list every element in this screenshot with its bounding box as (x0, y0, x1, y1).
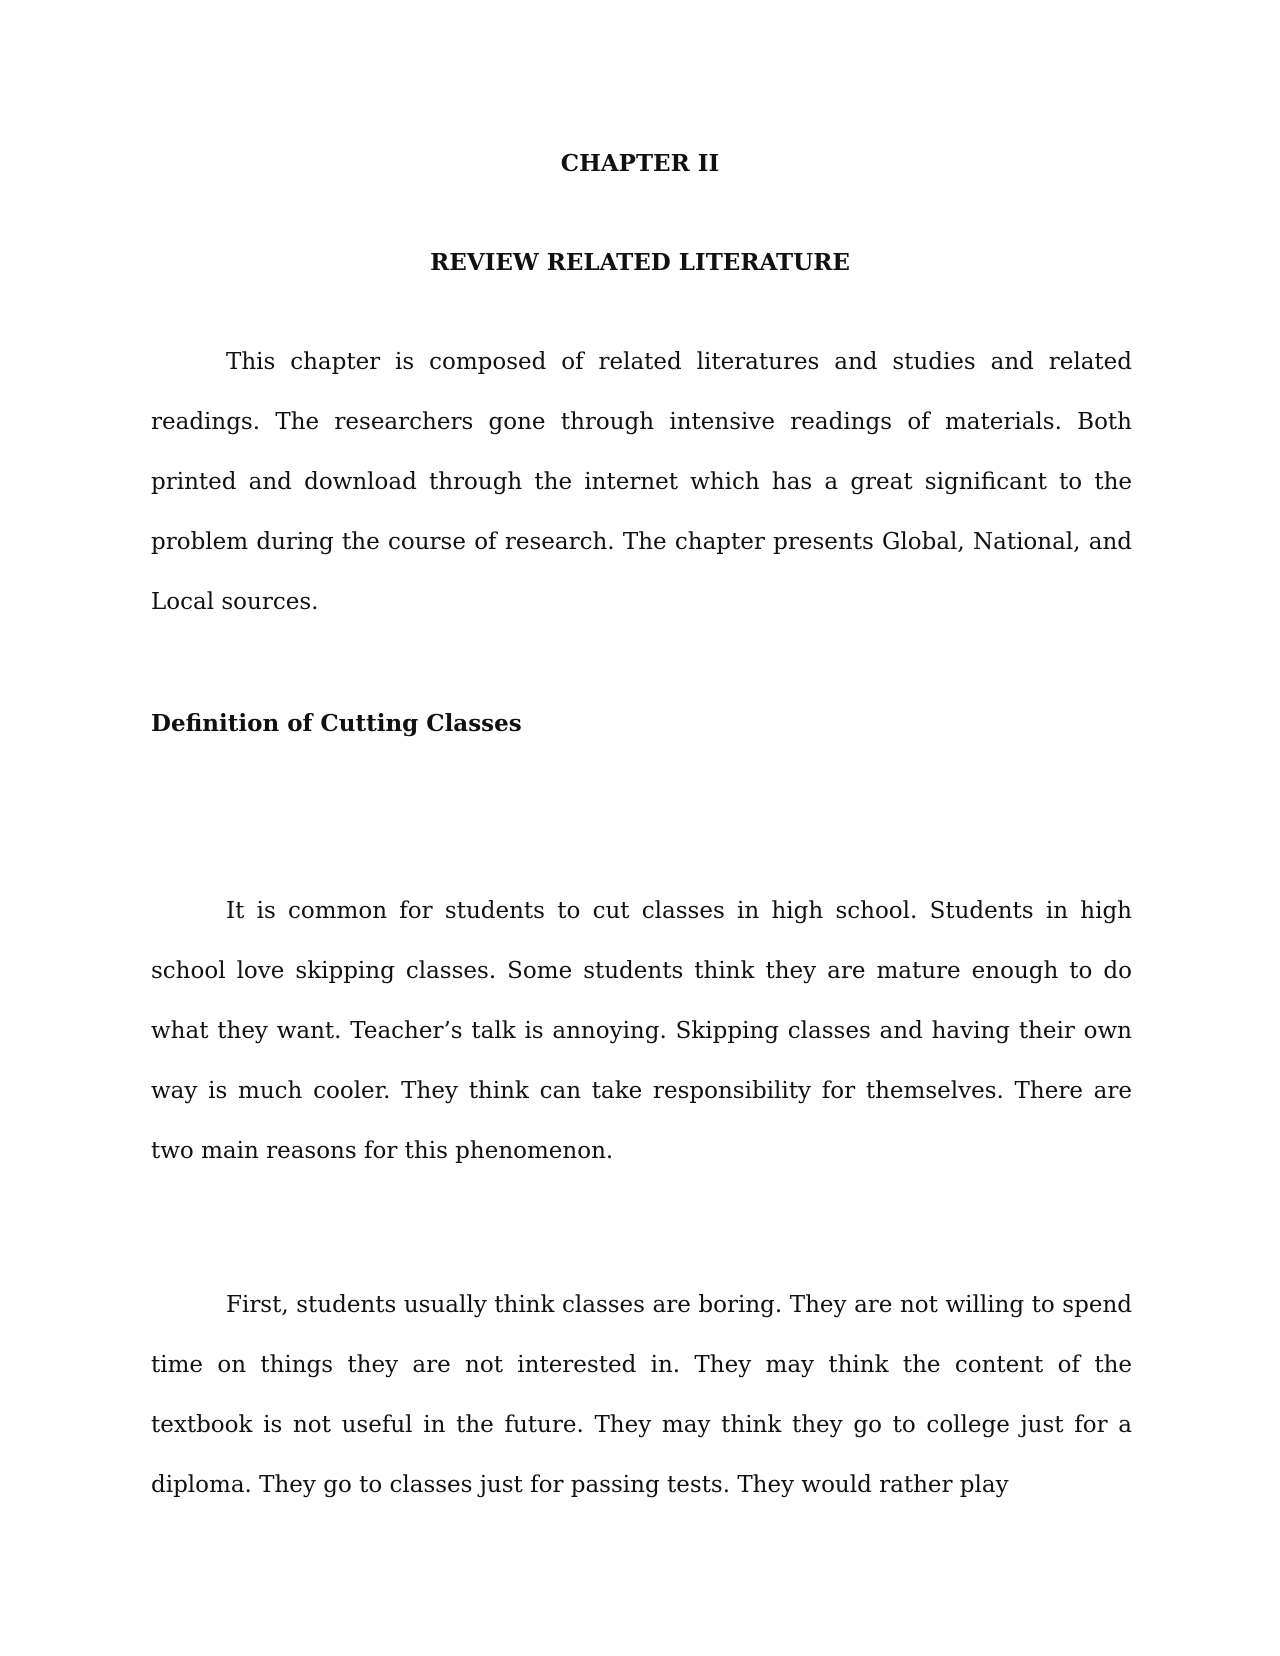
body-paragraph: First, students usually think classes are boring. They are not willing to spend time on things they are not interested in. They may think the content of the textbook is not useful in the future. They may think they go to college just for a diploma. They go to classes just for passing tests. They would rather play (151, 1292, 1132, 1498)
intro-paragraph: This chapter is composed of related literatures and studies and related readings. The researchers gone through intensive readings of materials. Both printed and download through the internet which has a great significant to the problem during the course of research. The chapter presents Global, National, and Local sources. (151, 349, 1132, 615)
chapter-title: CHAPTER II (560, 150, 720, 177)
body-paragraph: It is common for students to cut classes in high school. Students in high school love skipping classes. Some students think they are mature enough to do what they want. Teacher’s talk is annoying. Skipping classes and having their own way is much cooler. They think can take responsibility for themselves. There are two main reasons for this phenomenon. (151, 898, 1132, 1164)
subheading-definition: Definition of Cutting Classes (151, 710, 522, 737)
section-title: REVIEW RELATED LITERATURE (430, 249, 850, 276)
